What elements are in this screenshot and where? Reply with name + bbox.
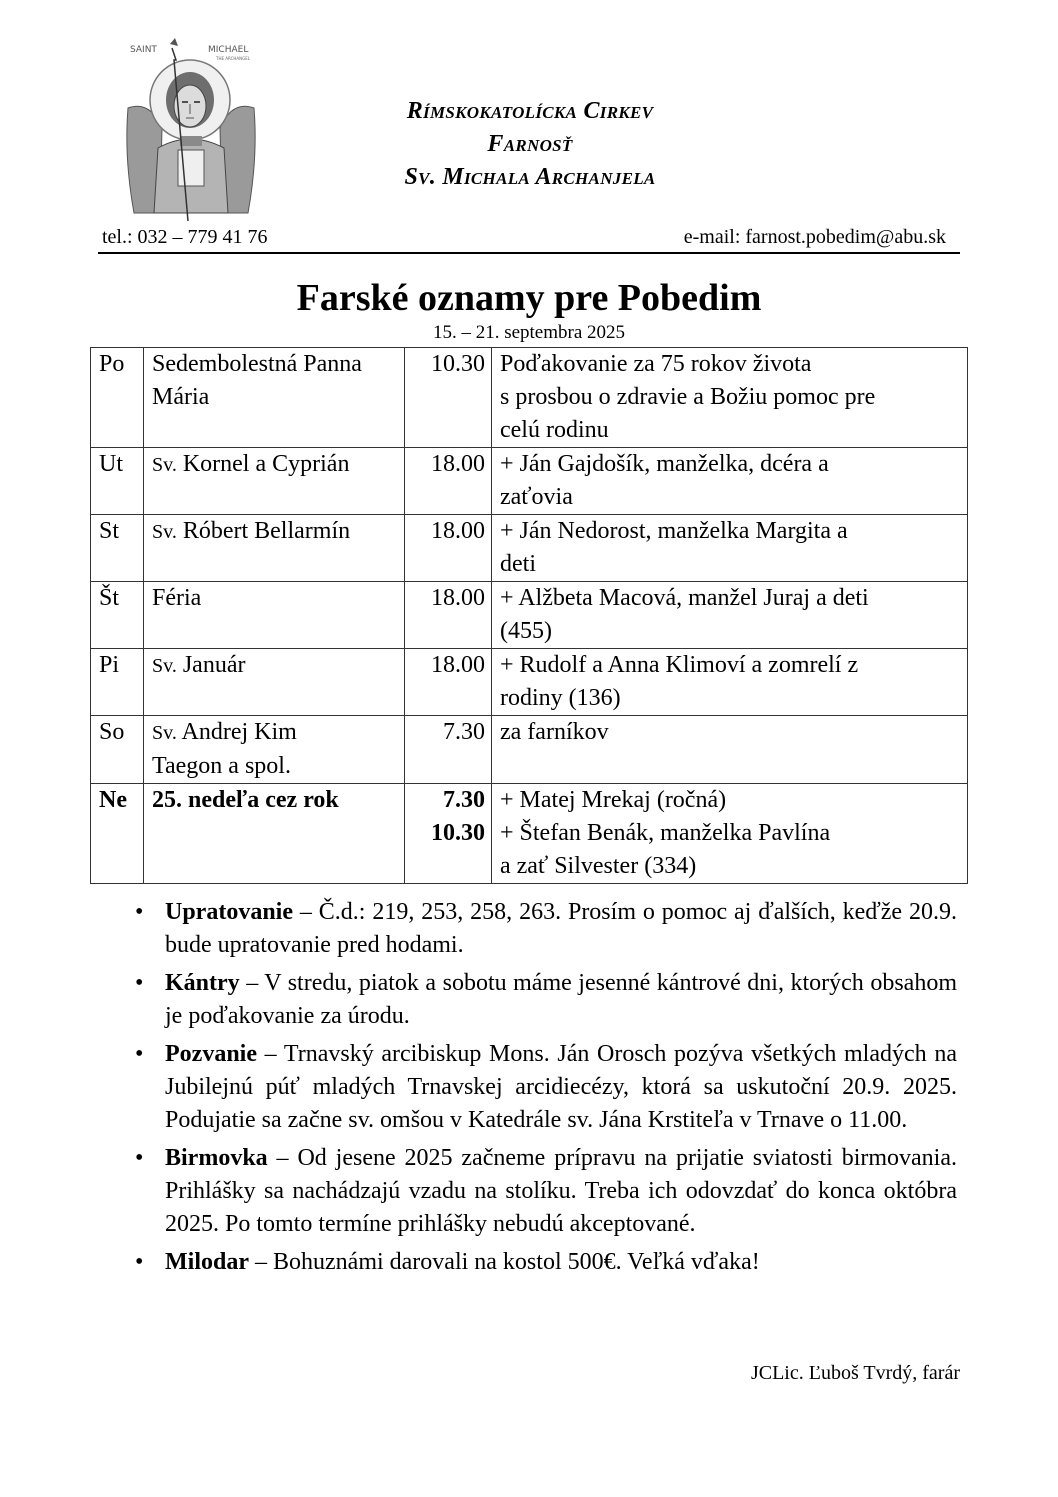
feast-name-line: Sedembolestná Panna xyxy=(152,351,362,377)
time-cell xyxy=(405,582,492,649)
email-address[interactable]: e-mail: farnost.pobedim@abu.sk xyxy=(683,226,946,248)
feast-cell xyxy=(144,582,405,649)
mass-time: 7.30 xyxy=(443,719,485,745)
schedule-row xyxy=(91,448,968,515)
feast-cell xyxy=(144,515,405,582)
day-cell: St xyxy=(91,515,144,582)
schedule-row xyxy=(91,348,968,448)
phone-number: tel.: 032 – 779 41 76 xyxy=(102,226,268,248)
intention-line: + Alžbeta Macová, manžel Juraj a deti xyxy=(500,585,869,611)
feast-name-line: Sv. Január xyxy=(152,652,246,678)
feast-cell xyxy=(144,649,405,716)
announcement-text: – Č.d.: 219, 253, 258, 263. Prosím o pomoc aj ďalších, keďže 20.9. bude upratovanie pred hodami. xyxy=(165,899,957,958)
day-cell: Pi xyxy=(91,649,144,716)
intention-cell xyxy=(492,515,968,582)
schedule-row xyxy=(91,582,968,649)
announcement-item xyxy=(135,1246,957,1279)
intention-line: celú rodinu xyxy=(500,417,609,443)
page-title: Farské oznamy pre Pobedim xyxy=(296,277,762,319)
intention-line: (455) xyxy=(500,618,552,644)
org-line-3: Sv. Michala Archanjela xyxy=(404,164,656,190)
feast-cell xyxy=(144,448,405,515)
feast-cell xyxy=(144,716,405,784)
contact-bar xyxy=(98,226,960,254)
announcement-heading: Upratovanie xyxy=(165,899,293,925)
intention-line: rodiny (136) xyxy=(500,685,621,711)
announcement-text: – Trnavský arcibiskup Mons. Ján Orosch pozýva všetkých mladých na Jubilejnú púť mladých Trnavskej arcidiecézy, ktorá sa uskutoční 20.9. 2025. Podujatie sa začne sv. omšou v Katedrále sv. Jána Krstiteľa v Trnave o 11.00. xyxy=(165,1041,957,1133)
day-cell: Po xyxy=(91,348,144,448)
announcement-heading: Pozvanie xyxy=(165,1041,257,1067)
schedule-row xyxy=(91,515,968,582)
feast-cell xyxy=(144,348,405,448)
intention-cell xyxy=(492,448,968,515)
intention-line: + Štefan Benák, manželka Pavlína xyxy=(500,820,831,846)
saint-abbrev: Sv. xyxy=(152,655,177,677)
feast-name-line: Taegon a spol. xyxy=(152,753,291,779)
saint-michael-icon xyxy=(120,38,262,221)
announcement-item xyxy=(135,1038,957,1137)
announcement-item xyxy=(135,967,957,1033)
intention-line: + Matej Mrekaj (ročná) xyxy=(500,787,727,813)
intention-line: deti xyxy=(500,551,536,577)
time-cell xyxy=(405,784,492,884)
day-cell: Ne xyxy=(91,784,144,884)
logo-caption-right: MICHAEL xyxy=(208,45,249,55)
announcements-list xyxy=(135,896,957,1284)
announcement-item xyxy=(135,1142,957,1241)
intention-line: + Rudolf a Anna Klimoví a zomrelí z xyxy=(500,652,859,678)
feast-name-line: Sv. Róbert Bellarmín xyxy=(152,518,351,544)
feast-name-line: 25. nedeľa cez rok xyxy=(152,787,339,813)
day-cell: So xyxy=(91,716,144,784)
time-cell xyxy=(405,348,492,448)
intention-line: s prosbou o zdravie a Božiu pomoc pre xyxy=(500,384,876,410)
announcement-heading: Birmovka xyxy=(165,1145,268,1171)
intention-cell xyxy=(492,649,968,716)
bullet-icon: • xyxy=(135,1249,144,1275)
intention-cell xyxy=(492,716,968,784)
mass-schedule-table xyxy=(90,347,968,884)
organization-name xyxy=(290,95,770,194)
logo-image xyxy=(120,38,262,221)
feast-name-line: Mária xyxy=(152,384,210,410)
announcement-heading: Milodar xyxy=(165,1249,249,1275)
bullet-icon: • xyxy=(135,970,144,996)
intention-line: za farníkov xyxy=(500,719,609,745)
feast-name-line: Sv. Andrej Kim xyxy=(152,719,297,745)
bullet-icon: • xyxy=(135,899,144,925)
mass-time: 18.00 xyxy=(431,652,485,678)
intention-line: a zať Silvester (334) xyxy=(500,853,697,879)
time-cell xyxy=(405,515,492,582)
mass-time: 18.00 xyxy=(431,451,485,477)
announcement-heading: Kántry xyxy=(165,970,240,996)
day-cell: Št xyxy=(91,582,144,649)
announcement-text: – V stredu, piatok a sobotu máme jesenné kántrové dni, ktorých obsahom je poďakovanie za úrodu. xyxy=(165,970,957,1029)
feast-name-line: Féria xyxy=(152,585,202,611)
time-cell xyxy=(405,649,492,716)
logo-caption-left: SAINT xyxy=(130,45,157,55)
signature: JCLic. Ľuboš Tvrdý, farár xyxy=(750,1362,960,1384)
schedule-row xyxy=(91,716,968,784)
announcement-text: – Bohuznámi darovali na kostol 500€. Veľká vďaka! xyxy=(249,1249,760,1275)
intention-cell xyxy=(492,348,968,448)
intention-line: zaťovia xyxy=(500,484,573,510)
org-line-1: Rímskokatolícka Cirkev xyxy=(406,98,654,124)
mass-time: 7.30 xyxy=(443,787,485,813)
time-cell xyxy=(405,448,492,515)
intention-cell xyxy=(492,582,968,649)
date-range: 15. – 21. septembra 2025 xyxy=(432,322,626,343)
schedule-row xyxy=(91,649,968,716)
saint-abbrev: Sv. xyxy=(152,454,177,476)
saint-abbrev: Sv. xyxy=(152,521,177,543)
intention-cell xyxy=(492,784,968,884)
feast-name-line: Sv. Kornel a Cyprián xyxy=(152,451,350,477)
mass-time: 10.30 xyxy=(431,820,485,846)
time-cell xyxy=(405,716,492,784)
intention-line: + Ján Gajdošík, manželka, dcéra a xyxy=(500,451,829,477)
mass-time: 18.00 xyxy=(431,518,485,544)
intention-line: Poďakovanie za 75 rokov života xyxy=(500,351,812,377)
feast-cell xyxy=(144,784,405,884)
day-cell: Ut xyxy=(91,448,144,515)
saint-abbrev: Sv. xyxy=(152,722,177,744)
logo-caption-sub: THE ARCHANGEL xyxy=(216,56,250,61)
announcement-item xyxy=(135,896,957,962)
mass-time: 18.00 xyxy=(431,585,485,611)
org-line-2: Farnosť xyxy=(487,131,573,157)
schedule-row xyxy=(91,784,968,884)
bullet-icon: • xyxy=(135,1041,144,1067)
intention-line: + Ján Nedorost, manželka Margita a xyxy=(500,518,848,544)
mass-time: 10.30 xyxy=(431,351,485,377)
bullet-icon: • xyxy=(135,1145,144,1171)
announcement-text: – Od jesene 2025 začneme prípravu na prijatie sviatosti birmovania. Prihlášky sa nachádzajú vzadu na stolíku. Treba ich odovzdať do konca októbra 2025. Po tomto termíne prihlášky nebudú akceptované. xyxy=(165,1145,957,1237)
